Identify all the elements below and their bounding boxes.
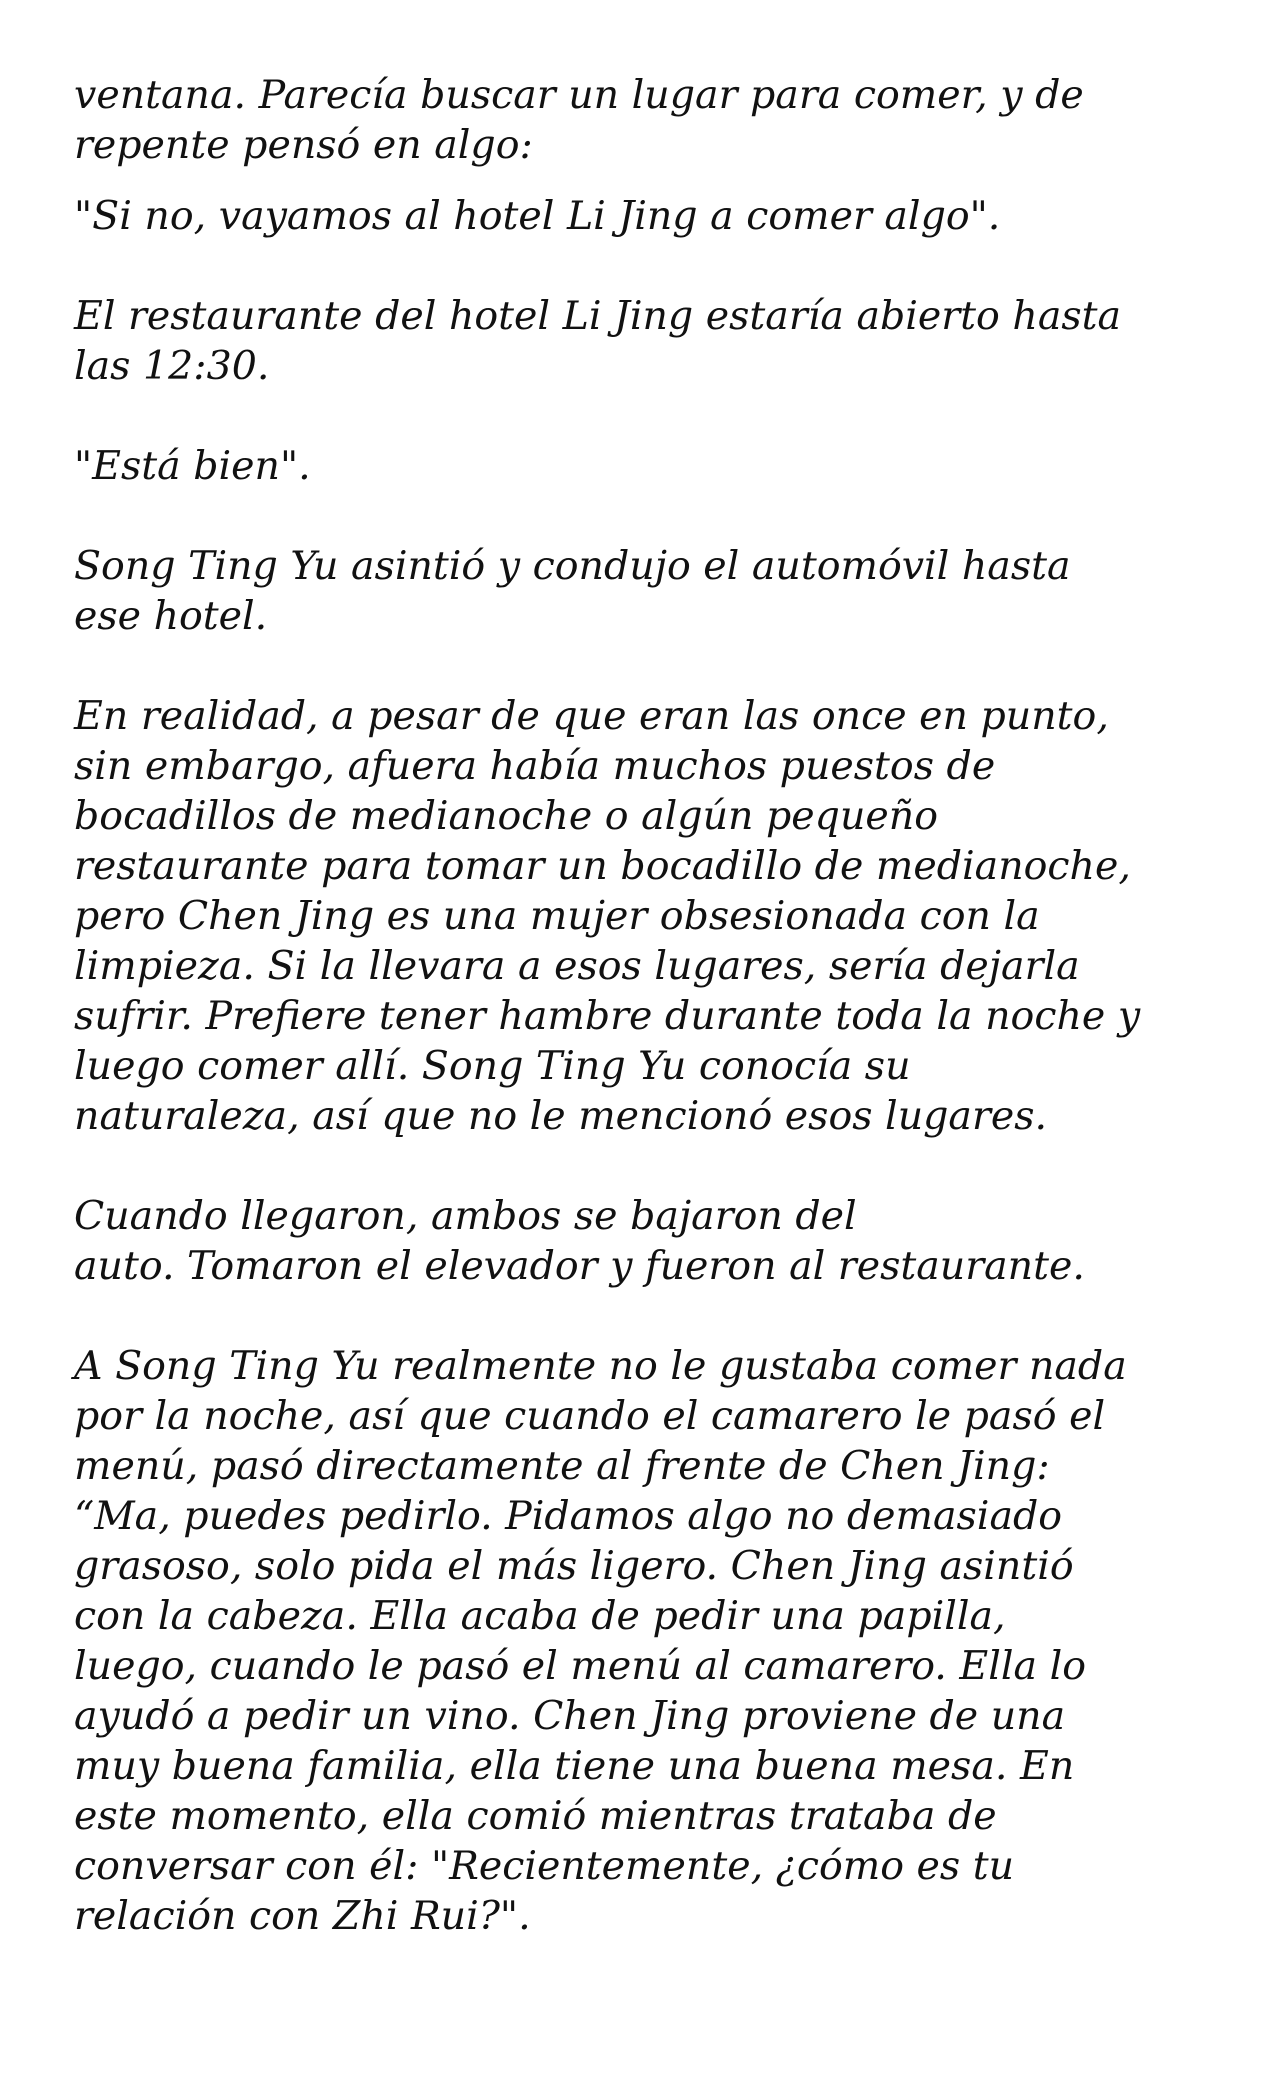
paragraph: El restaurante del hotel Li Jing estaría abierto hasta las 12:30. [74, 293, 1122, 389]
paragraph: Song Ting Yu asintió y condujo el automóvil hasta ese hotel. [74, 543, 1071, 639]
paragraph: Cuando llegaron, ambos se bajaron del auto. Tomaron el elevador y fueron al restaurante. [74, 1193, 1085, 1289]
paragraph: En realidad, a pesar de que eran las once en punto, sin embargo, afuera había muchos puestos de bocadillos de medianoche o algún pequeño restaurante para tomar un bocadillo de medianoche, pero Chen Jing es una mujer obsesionada con la limpieza. Si la llevara a esos lugares, sería dejarla sufrir. Prefiere tener hambre durante toda la noche y luego comer allí. Song Ting Yu conocía su naturaleza, así que no le mencionó esos lugares. [74, 693, 1141, 1139]
paragraph: "Está bien". [74, 443, 311, 489]
paragraph: A Song Ting Yu realmente no le gustaba comer nada por la noche, así que cuando el camarero le pasó el menú, pasó directamente al frente de Chen Jing: “Ma, puedes pedirlo. Pidamos algo no demasiado grasoso, solo pida el más ligero. Chen Jing asintió con la cabeza. Ella acaba de pedir una papilla, luego, cuando le pasó el menú al camarero. Ella lo ayudó a pedir un vino. Chen Jing proviene de una muy buena familia, ella tiene una buena mesa. En este momento, ella comió mientras trataba de conversar con él: "Recientemente, ¿cómo es tu relación con Zhi Rui?". [74, 1343, 1127, 1939]
paragraph: "Si no, vayamos al hotel Li Jing a comer algo". [74, 193, 1001, 239]
document-page [74, 70, 1214, 1991]
paragraph: ventana. Parecía buscar un lugar para comer, y de repente pensó en algo: [74, 72, 1084, 168]
